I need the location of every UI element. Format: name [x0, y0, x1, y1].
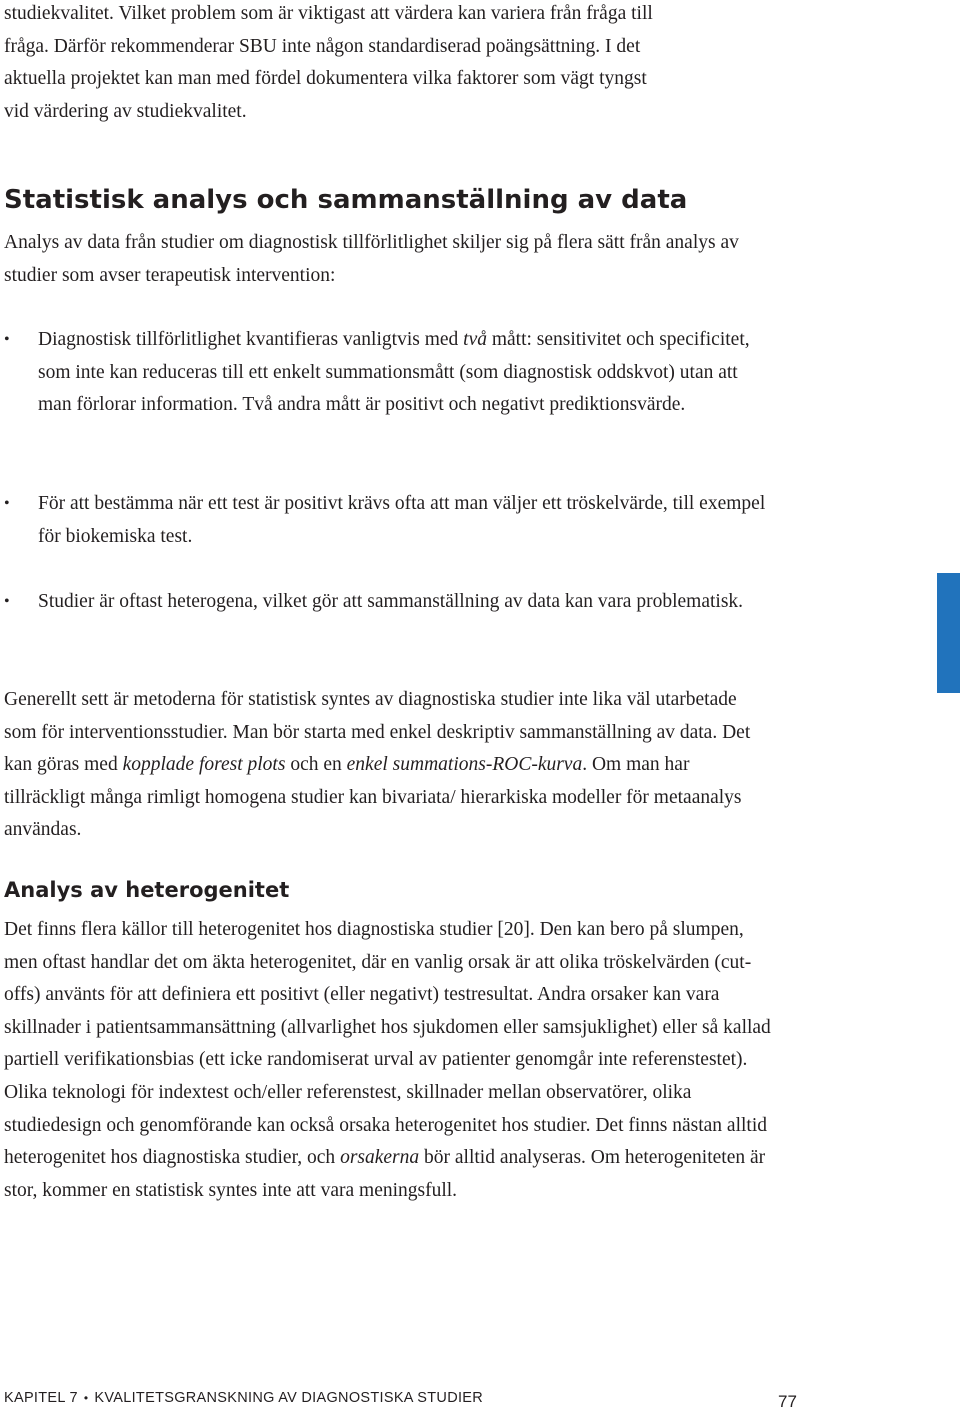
- list-item: [4, 488, 774, 553]
- generellt-text-end: . Om man har tillräckligt många rimligt homogena studier kan bivariata/ hierarkiska modeller för metaanalys användas.: [4, 754, 742, 841]
- heterogenitet-emphasis: orsakerna: [340, 1147, 420, 1169]
- bullet-icon: •: [4, 495, 10, 512]
- generellt-text-mid: och en: [285, 754, 347, 776]
- heterogenitet-paragraph: [4, 914, 774, 1207]
- running-footer: [4, 1390, 483, 1406]
- bullet-1-text-start: Diagnostisk tillförlitlighet kvantifieras vanligtvis med: [38, 329, 464, 350]
- generellt-paragraph: [4, 684, 774, 847]
- bullet-icon: •: [4, 593, 10, 610]
- footer-title: KVALITETSGRANSKNING AV DIAGNOSTISKA STUDIER: [94, 1390, 484, 1406]
- bullet-1-emphasis: två: [463, 329, 487, 350]
- footer-separator: •: [83, 1391, 89, 1405]
- bullet-list-3: [4, 586, 774, 619]
- section-heading-statistisk-analys: Statistisk analys och sammanställning av data: [4, 185, 688, 215]
- section-heading-heterogenitet: Analys av heterogenitet: [4, 878, 290, 902]
- intro-paragraph: [4, 0, 764, 128]
- intro-line-4: vid värdering av studiekvalitet.: [4, 100, 247, 122]
- page-number: 77: [778, 1392, 797, 1411]
- generellt-text-start: Generellt sett är metoderna för statistisk syntes av diagnostiska studier inte lika väl utarbetade som för interventionsstudier. Man bör starta med enkel deskriptiv sammanställning av data. Det kan göras med: [4, 689, 751, 776]
- generellt-emphasis-roc: enkel summations-ROC-kurva: [346, 754, 583, 776]
- chapter-side-tab: [937, 573, 960, 693]
- heterogenitet-text-start: Det finns flera källor till heterogenitet hos diagnostiska studier [20]. Den kan bero på slumpen, men oftast handlar det om äkta heterogenitet, där en vanlig orsak är att olika tröskelvärden (cut-offs) använts för att definiera ett positivt (eller negativt) testresultat. Andra orsaker kan vara skillnader i patientsammansättning (allvarlighet hos sjukdomen eller samsjuklighet) eller så kallad partiell verifikationsbias (ett icke randomiserat urval av patienter genomgår inte referenstestet). Olika teknologi för indextest och/eller referenstest, skillnader mellan observatörer, olika studiedesign och genomförande kan också orsaka heterogenitet hos studier. Det finns nästan alltid heterogenitet hos diagnostiska studier, och: [4, 919, 771, 1169]
- heterogenitet-text-end: bör alltid analyseras. Om heterogeniteten är stor, kommer en statistisk syntes inte att vara meningsfull.: [4, 1147, 766, 1201]
- intro-line-2: fråga. Därför rekommenderar SBU inte någon standardiserad poängsättning. I det: [4, 35, 641, 57]
- bullet-list-1: [4, 324, 774, 422]
- footer-chapter: KAPITEL 7: [4, 1390, 78, 1406]
- analys-paragraph: Analys av data från studier om diagnostisk tillförlitlighet skiljer sig på flera sätt från analys av studier som avser terapeutisk intervention:: [4, 232, 739, 286]
- bullet-icon: •: [4, 331, 10, 348]
- bullet-1-text-end: mått: sensitivitet och specificitet, som inte kan reduceras till ett enkelt summationsmått (som diagnostisk oddskvot) utan att man förlorar information. Två andra mått är positivt och negativt prediktionsvärde.: [38, 329, 750, 416]
- bullet-list-2: [4, 488, 774, 553]
- intro-line-1: studiekvalitet. Vilket problem som är viktigast att värdera kan variera från fråga till: [4, 3, 653, 24]
- intro-line-3: aktuella projektet kan man med fördel dokumentera vilka faktorer som vägt tyngst: [4, 68, 647, 90]
- list-item: [4, 324, 774, 422]
- bullet-2-text: För att bestämma när ett test är positivt krävs ofta att man väljer ett tröskelvärde, till exempel för biokemiska test.: [38, 493, 766, 547]
- list-item: [4, 586, 774, 619]
- bullet-3-text: Studier är oftast heterogena, vilket gör att sammanställning av data kan vara problematisk.: [38, 591, 744, 612]
- generellt-emphasis-forest-plots: kopplade forest plots: [122, 754, 286, 776]
